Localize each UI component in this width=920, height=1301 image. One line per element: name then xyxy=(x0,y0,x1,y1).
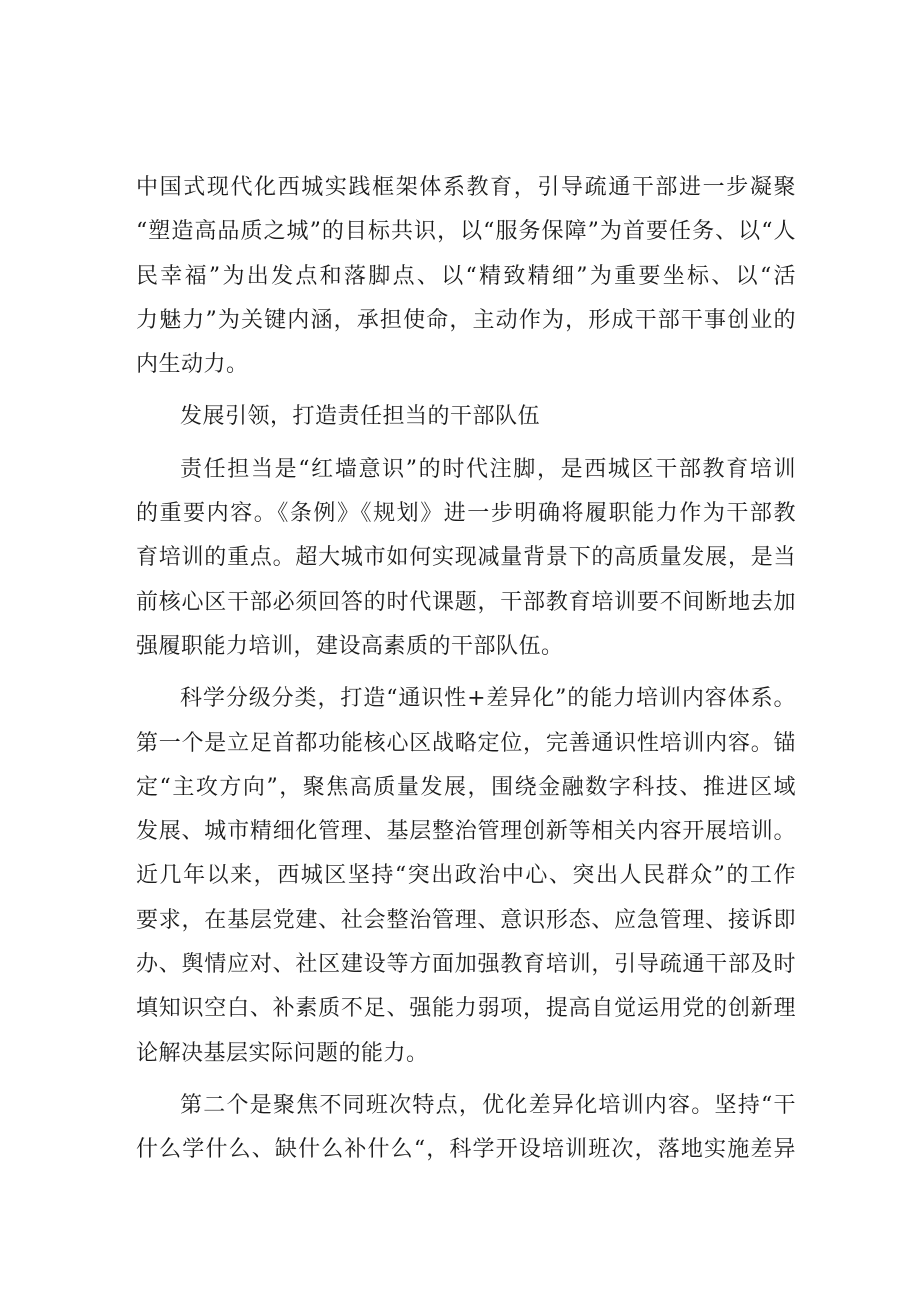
text-line: 育培训的重点。超大城市如何实现减量背景下的高质量发展，是当 xyxy=(136,545,796,571)
text-line: 第二个是聚焦不同班次特点，优化差异化培训内容。坚持“干 xyxy=(180,1092,796,1118)
document-body xyxy=(136,166,796,1173)
text-line: 的重要内容。《条例》《规划》进一步明确将履职能力作为干部教 xyxy=(136,501,796,527)
text-line: 定“主攻方向”，聚焦高质量发展，围绕金融数字科技、推进区域 xyxy=(136,774,796,800)
text-line: 要求，在基层党建、社会整治管理、意识形态、应急管理、接诉即 xyxy=(136,907,796,933)
text-line: 填知识空白、补素质不足、强能力弱项，提高自觉运用党的创新理 xyxy=(136,996,796,1022)
text-line: 前核心区干部必须回答的时代课题，干部教育培训要不间断地去加 xyxy=(136,589,796,615)
text-line: 力魅力”为关键内涵，承担使命，主动作为，形成干部干事创业的 xyxy=(136,307,796,333)
text-line: 责任担当是“红墙意识”的时代注脚，是西城区干部教育培训 xyxy=(180,456,796,482)
text-line: 强履职能力培训，建设高素质的干部队伍。 xyxy=(136,633,564,659)
paragraph xyxy=(136,1084,796,1173)
paragraph xyxy=(136,677,796,1076)
text-line: 内生动力。 xyxy=(136,352,249,378)
paragraph xyxy=(136,166,796,387)
text-line: 第一个是立足首都功能核心区战略定位，完善通识性培训内容。锚 xyxy=(136,730,796,756)
text-line: 中国式现代化西城实践框架体系教育，引导疏通干部进一步凝聚 xyxy=(136,175,796,200)
text-line: 什么学什么、缺什么补什么“，科学开设培训班次，落地实施差异 xyxy=(136,1137,796,1163)
text-line: 办、舆情应对、社区建设等方面加强教育培训，引导疏通干部及时 xyxy=(136,952,796,978)
text-line: 近几年以来，西城区坚持“突出政治中心、突出人民群众”的工作 xyxy=(136,863,796,889)
text-line: 科学分级分类，打造“通识性+差异化”的能力培训内容体系。 xyxy=(180,686,796,712)
text-line: 发展、城市精细化管理、基层整治管理创新等相关内容开展培训。 xyxy=(136,819,796,845)
text-line: “塑造高品质之城”的目标共识，以“服务保障”为首要任务、以“人 xyxy=(136,219,796,245)
paragraph xyxy=(136,448,796,669)
text-line: 论解决基层实际问题的能力。 xyxy=(136,1040,429,1066)
text-line: 民幸福”为出发点和落脚点、以“精致精细”为重要坐标、以“活 xyxy=(136,263,796,289)
text-line: 发展引领，打造责任担当的干部队伍 xyxy=(180,404,541,430)
section-heading xyxy=(136,395,796,439)
